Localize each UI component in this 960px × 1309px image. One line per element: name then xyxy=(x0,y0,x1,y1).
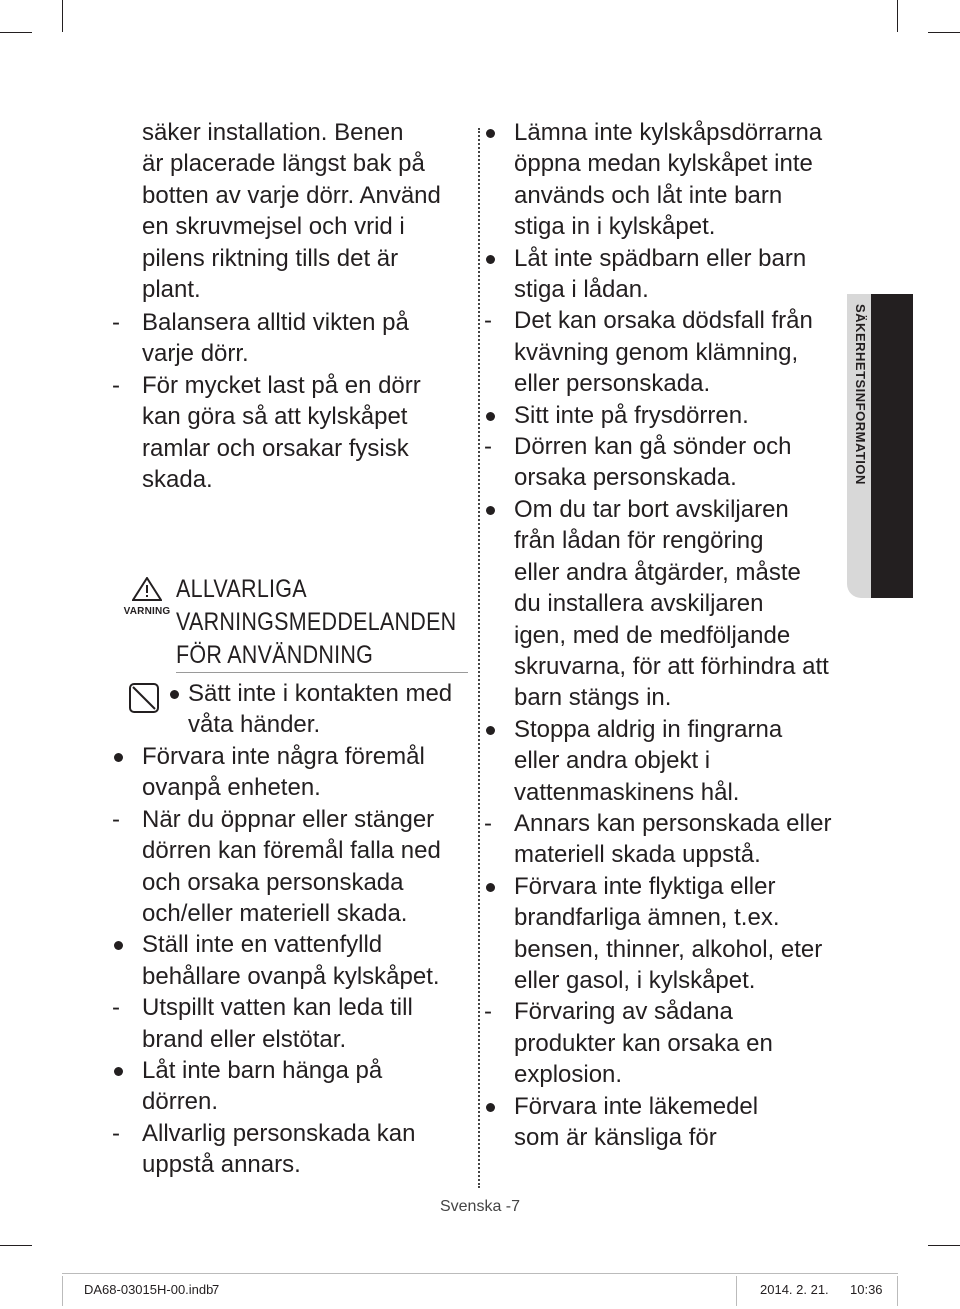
list-item: Förvara inte läkemedel som är känsliga för xyxy=(482,1091,842,1154)
right-column-list xyxy=(482,117,842,1153)
list-item: Stoppa aldrig in fingrarna eller andra objekt i vattenmaskinens hål. xyxy=(482,714,842,808)
slug-separator xyxy=(736,1276,737,1306)
warning-triangle-icon xyxy=(132,577,162,601)
list-item: Ställ inte en vattenfylld behållare ovanpå kylskåpet. xyxy=(110,929,476,992)
warning-divider xyxy=(176,672,468,673)
dash-marker: - xyxy=(112,994,120,1022)
list-item: Förvara inte flyktiga eller brandfarliga ämnen, t.ex. bensen, thinner, alkohol, eter eller gasol, i kylskåpet. xyxy=(482,871,842,997)
no-touch-icon xyxy=(128,682,160,719)
dash-marker: - xyxy=(484,307,492,335)
dash-marker: - xyxy=(112,309,120,336)
list-item: - Förvaring av sådana produkter kan orsaka en explosion. xyxy=(484,998,773,1089)
left-column-dashes xyxy=(110,307,472,495)
list-item: Låt inte barn hänga på dörren. xyxy=(110,1055,476,1118)
list-item: - Annars kan personskada eller materiell skada uppstå. xyxy=(484,809,832,869)
dash-marker: - xyxy=(484,433,492,461)
list-item: - För mycket last på en dörr kan göra så att kylskåpet ramlar och orsakar fysisk skada. xyxy=(112,371,421,494)
slug-time: 10:36 xyxy=(850,1282,883,1297)
crop-mark xyxy=(62,0,63,32)
column-divider xyxy=(478,128,480,1188)
dash-marker: - xyxy=(112,371,120,399)
warning-label: VARNING xyxy=(123,606,171,617)
list-item: - Dörren kan gå sönder och orsaka personskada. xyxy=(484,433,792,492)
slug-page: 7 xyxy=(212,1282,220,1297)
list-item: Förvara inte några föremål ovanpå enheten. xyxy=(110,741,476,804)
left-column-top xyxy=(142,117,472,305)
list-item: Lämna inte kylskåpsdörrarna öppna medan kylskåpet inte används och låt inte barn stiga in i kylskåpet. xyxy=(482,117,842,243)
warning-icon-block xyxy=(118,577,176,617)
slug-date: 2014. 2. 21. xyxy=(760,1282,829,1297)
list-item: - Utspillt vatten kan leda till brand eller elstötar. xyxy=(112,994,413,1053)
dash-marker: - xyxy=(484,998,492,1026)
slug-separator xyxy=(897,1276,898,1306)
slug-separator xyxy=(62,1276,63,1306)
left-column-list xyxy=(110,741,476,1181)
dash-marker: - xyxy=(112,805,120,833)
side-tab-marker xyxy=(871,294,913,598)
list-item: Låt inte spädbarn eller barn stiga i lådan. xyxy=(482,243,842,306)
crop-mark xyxy=(928,32,960,33)
list-item: - Det kan orsaka dödsfall från kvävning genom klämning, eller personskada. xyxy=(484,307,813,398)
dash-marker: - xyxy=(484,809,492,837)
list-item: Sitt inte på frysdörren. xyxy=(482,400,842,431)
no-touch-item xyxy=(166,678,476,741)
list-item: Sätt inte i kontakten med våta händer. xyxy=(166,678,476,741)
list-item: - Balansera alltid vikten på varje dörr. xyxy=(112,309,409,368)
warning-title: ALLVARLIGA VARNINGSMEDDELANDEN FÖR ANVÄNDNING xyxy=(176,575,457,669)
intro-paragraph: säker installation. Benen är placerade längst bak på botten av varje dörr. Använd en skruvmejsel och vrid i pilens riktning tills det är plant. xyxy=(142,119,441,304)
list-item: - När du öppnar eller stänger dörren kan föremål falla ned och orsaka personskada och/eller materiell skada. xyxy=(112,805,441,928)
page-number: Svenska -7 xyxy=(439,1198,521,1215)
crop-mark xyxy=(928,1245,960,1246)
crop-mark xyxy=(0,1245,32,1246)
list-item: Om du tar bort avskiljaren från lådan för rengöring eller andra åtgärder, måste du installera avskiljaren igen, med de medföljande skruvarna, för att förhindra att barn stängs in. xyxy=(482,494,842,714)
crop-mark xyxy=(0,32,32,33)
slug-filename: DA68-03015H-00.indb xyxy=(84,1282,214,1297)
dash-marker: - xyxy=(112,1119,120,1147)
list-item: - Allvarlig personskada kan uppstå annars. xyxy=(112,1119,416,1179)
side-tab-label: SÄKERHETSINFORMATION xyxy=(853,304,868,485)
crop-mark xyxy=(897,0,898,32)
